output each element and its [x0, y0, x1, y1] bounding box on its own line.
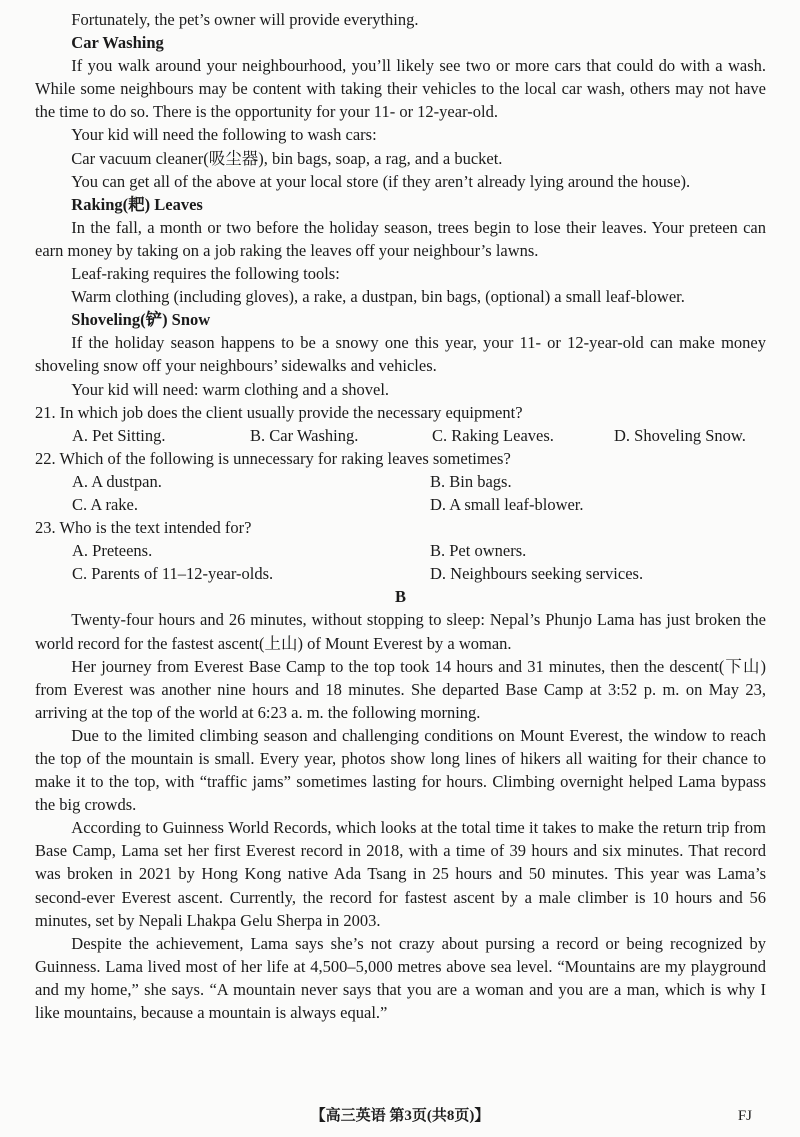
options-row [35, 562, 766, 585]
options-row [35, 424, 766, 447]
answer-option: B. Car Washing. [250, 425, 359, 445]
answer-option: D. Shoveling Snow. [614, 425, 746, 445]
answer-option: D. A small leaf-blower. [430, 494, 584, 514]
question-stem: 21. In which job does the client usually provide the necessary equipment? [35, 402, 523, 422]
paragraph: You can get all of the above at your local store (if they aren’t already lying around the house). [71, 171, 691, 191]
paragraph: Warm clothing (including gloves), a rake, a dustpan, bin bags, (optional) a small leaf-blower. [71, 287, 685, 307]
options-row [35, 470, 766, 493]
paragraph: If you walk around your neighbourhood, you’ll likely see two or more cars that could do with a wash. While some neighbours may be content with taking their vehicles to the local car wash, others may not have the time to do so. There is the opportunity for your 11- or 12-year-old. [35, 56, 766, 122]
answer-option: B. Pet owners. [430, 541, 527, 561]
answer-option: C. Raking Leaves. [432, 425, 554, 445]
page-footer [0, 1107, 800, 1125]
answer-option: A. Pet Sitting. [72, 425, 166, 445]
paragraph: Despite the achievement, Lama says she’s not crazy about pursing a record or being recognized by Guinness. Lama lived most of her life at 4,500–5,000 metres above sea level. “Mountains are my playground and my home,” she says. “A mountain never says that you are a woman and you are a man, which is why I like mountains, because a mountain is always equal.” [35, 933, 766, 1023]
paragraph: According to Guinness World Records, which looks at the total time it takes to make the return trip from Base Camp, Lama set her first Everest record in 2018, with a time of 39 hours and six minutes. That record was broken in 2021 by Hong Kong native Ada Tsang in 25 hours and 50 minutes. This year was Lama’s second-ever Everest ascent. Currently, the record for fastest ascent by a male climber is 10 hours and 56 minutes, set by Nepali Lhakpa Gelu Sherpa in 2003. [35, 818, 766, 930]
footer-code: FJ [737, 1108, 752, 1124]
paragraph: Twenty-four hours and 26 minutes, without stopping to sleep: Nepal’s Phunjo Lama has just broken the world record for the fastest ascent(上山) of Mount Everest by a woman. [35, 610, 766, 653]
section-heading: Car Washing [71, 33, 164, 53]
options-row [35, 493, 766, 516]
paragraph: Leaf-raking requires the following tools: [71, 264, 340, 284]
question-stem: 23. Who is the text intended for? [35, 518, 252, 538]
section-heading: Shoveling(铲) Snow [71, 310, 211, 330]
options-row [35, 539, 766, 562]
paragraph: Her journey from Everest Base Camp to the top took 14 hours and 31 minutes, then the descent(下山) from Everest was another nine hours and 18 minutes. She departed Base Camp at 3:52 p. m. on May 23, arriving at the top of the world at 6:23 a. m. the following morning. [35, 656, 766, 722]
footer-page-label: 【高三英语 第3页(共8页)】 [310, 1108, 490, 1124]
answer-option: C. A rake. [72, 494, 138, 514]
paragraph: If the holiday season happens to be a snowy one this year, your 11- or 12-year-old can make money shoveling snow off your neighbours’ sidewalks and vehicles. [35, 333, 766, 376]
paragraph: Your kid will need: warm clothing and a shovel. [71, 379, 390, 399]
paragraph: Fortunately, the pet’s owner will provide everything. [71, 10, 419, 29]
paragraph: Your kid will need the following to wash cars: [71, 125, 377, 145]
paragraph: Due to the limited climbing season and challenging conditions on Mount Everest, the window to reach the top of the mountain is small. Every year, photos show long lines of hikers all waiting for their chance to make it to the top, with “traffic jams” sometimes lasting for hours. Climbing overnight helped Lama bypass the big crowds. [35, 725, 766, 815]
document-body [35, 8, 766, 1024]
question-stem: 22. Which of the following is unnecessary for raking leaves sometimes? [35, 448, 511, 468]
answer-option: A. Preteens. [72, 541, 153, 561]
paragraph: In the fall, a month or two before the holiday season, trees begin to lose their leaves. Your preteen can earn money by taking on a job raking the leaves off your neighbour’s lawns. [35, 217, 766, 260]
answer-option: A. A dustpan. [72, 471, 162, 491]
answer-option: D. Neighbours seeking services. [430, 564, 644, 584]
passage-label: B [394, 587, 406, 607]
answer-option: C. Parents of 11–12-year-olds. [72, 564, 274, 584]
answer-option: B. Bin bags. [430, 471, 512, 491]
paragraph: Car vacuum cleaner(吸尘器), bin bags, soap, a rag, and a bucket. [71, 148, 503, 168]
section-heading: Raking(耙) Leaves [71, 194, 203, 214]
